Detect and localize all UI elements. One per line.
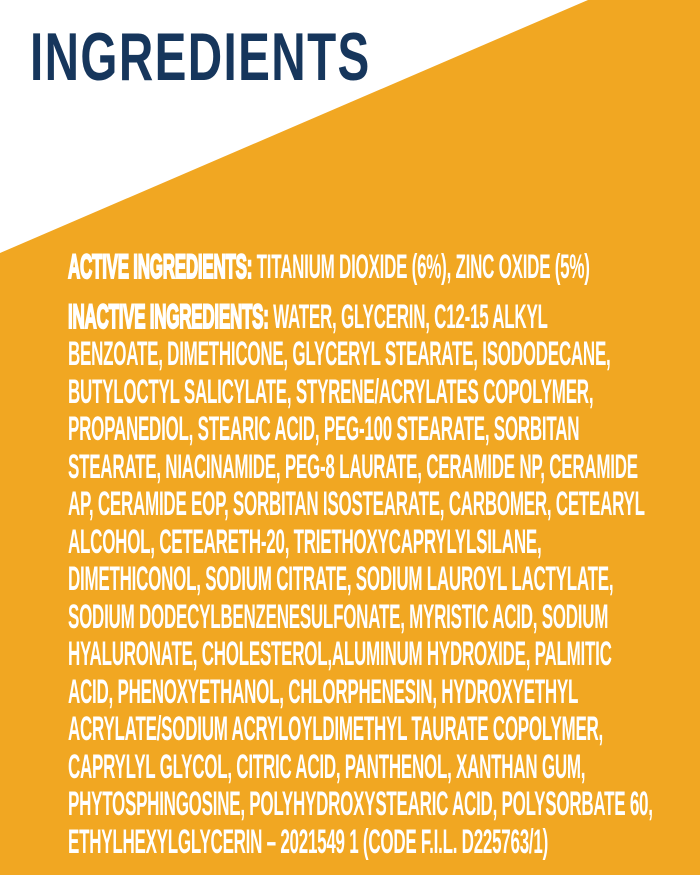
ingredient-line: SODIUM DODECYLBENZENESULFONATE, MYRISTIC ACID, SODIUM (68, 597, 609, 636)
ingredient-line: STEARATE, NIACINAMIDE, PEG-8 LAURATE, CERAMIDE NP, CERAMIDE (68, 447, 638, 486)
ingredient-line: BUTYLOCTYL SALICYLATE, STYRENE/ACRYLATES COPOLYMER, (68, 372, 594, 411)
active-ingredients-line (68, 249, 698, 287)
ingredient-line: AP, CERAMIDE EOP, SORBITAN ISOSTEARATE, CARBOMER, CETEARYL (68, 485, 645, 523)
ingredient-line: ALCOHOL, CETEARETH-20, TRIETHOXYCAPRYLYLSILANE, (68, 522, 542, 561)
ingredient-line: PHYTOSPHINGOSINE, POLYHYDROXYSTEARIC ACID, POLYSORBATE 60, (68, 785, 653, 823)
active-ingredients-label: ACTIVE INGREDIENTS: (68, 248, 253, 286)
ingredient-line: BENZOATE, DIMETHICONE, GLYCERYL STEARATE, ISODODECANE, (68, 335, 611, 373)
ingredient-line: ACRYLATE/SODIUM ACRYLOYLDIMETHYL TAURATE COPOLYMER, (68, 710, 604, 748)
ingredient-line: PROPANEDIOL, STEARIC ACID, PEG-100 STEARATE, SORBITAN (68, 410, 580, 448)
active-ingredients-value: TITANIUM DIOXIDE (6%), ZINC OXIDE (5%) (256, 248, 590, 286)
ingredient-line: CAPRYLYL GLYCOL, CITRIC ACID, PANTHENOL, XANTHAN GUM, (68, 747, 586, 786)
ingredient-line: WATER, GLYCERIN, C12-15 ALKYL (273, 297, 548, 336)
ingredients-text-block (68, 249, 698, 861)
ingredient-line: ETHYLHEXYLGLYCERIN – 2021549 1 (CODE F.I.L. D225763/1) (68, 822, 549, 861)
inactive-ingredients-line (68, 299, 698, 337)
page-title: INGREDIENTS (30, 19, 371, 95)
inactive-ingredients-label: INACTIVE INGREDIENTS: (68, 297, 269, 336)
ingredient-line: HYALURONATE, CHOLESTEROL,ALUMINUM HYDROXIDE, PALMITIC (68, 635, 612, 673)
ingredient-line: ACID, PHENOXYETHANOL, CHLORPHENESIN, HYDROXYETHYL (68, 672, 579, 711)
ingredient-line: DIMETHICONOL, SODIUM CITRATE, SODIUM LAUROYL LACTYLATE, (68, 560, 614, 598)
